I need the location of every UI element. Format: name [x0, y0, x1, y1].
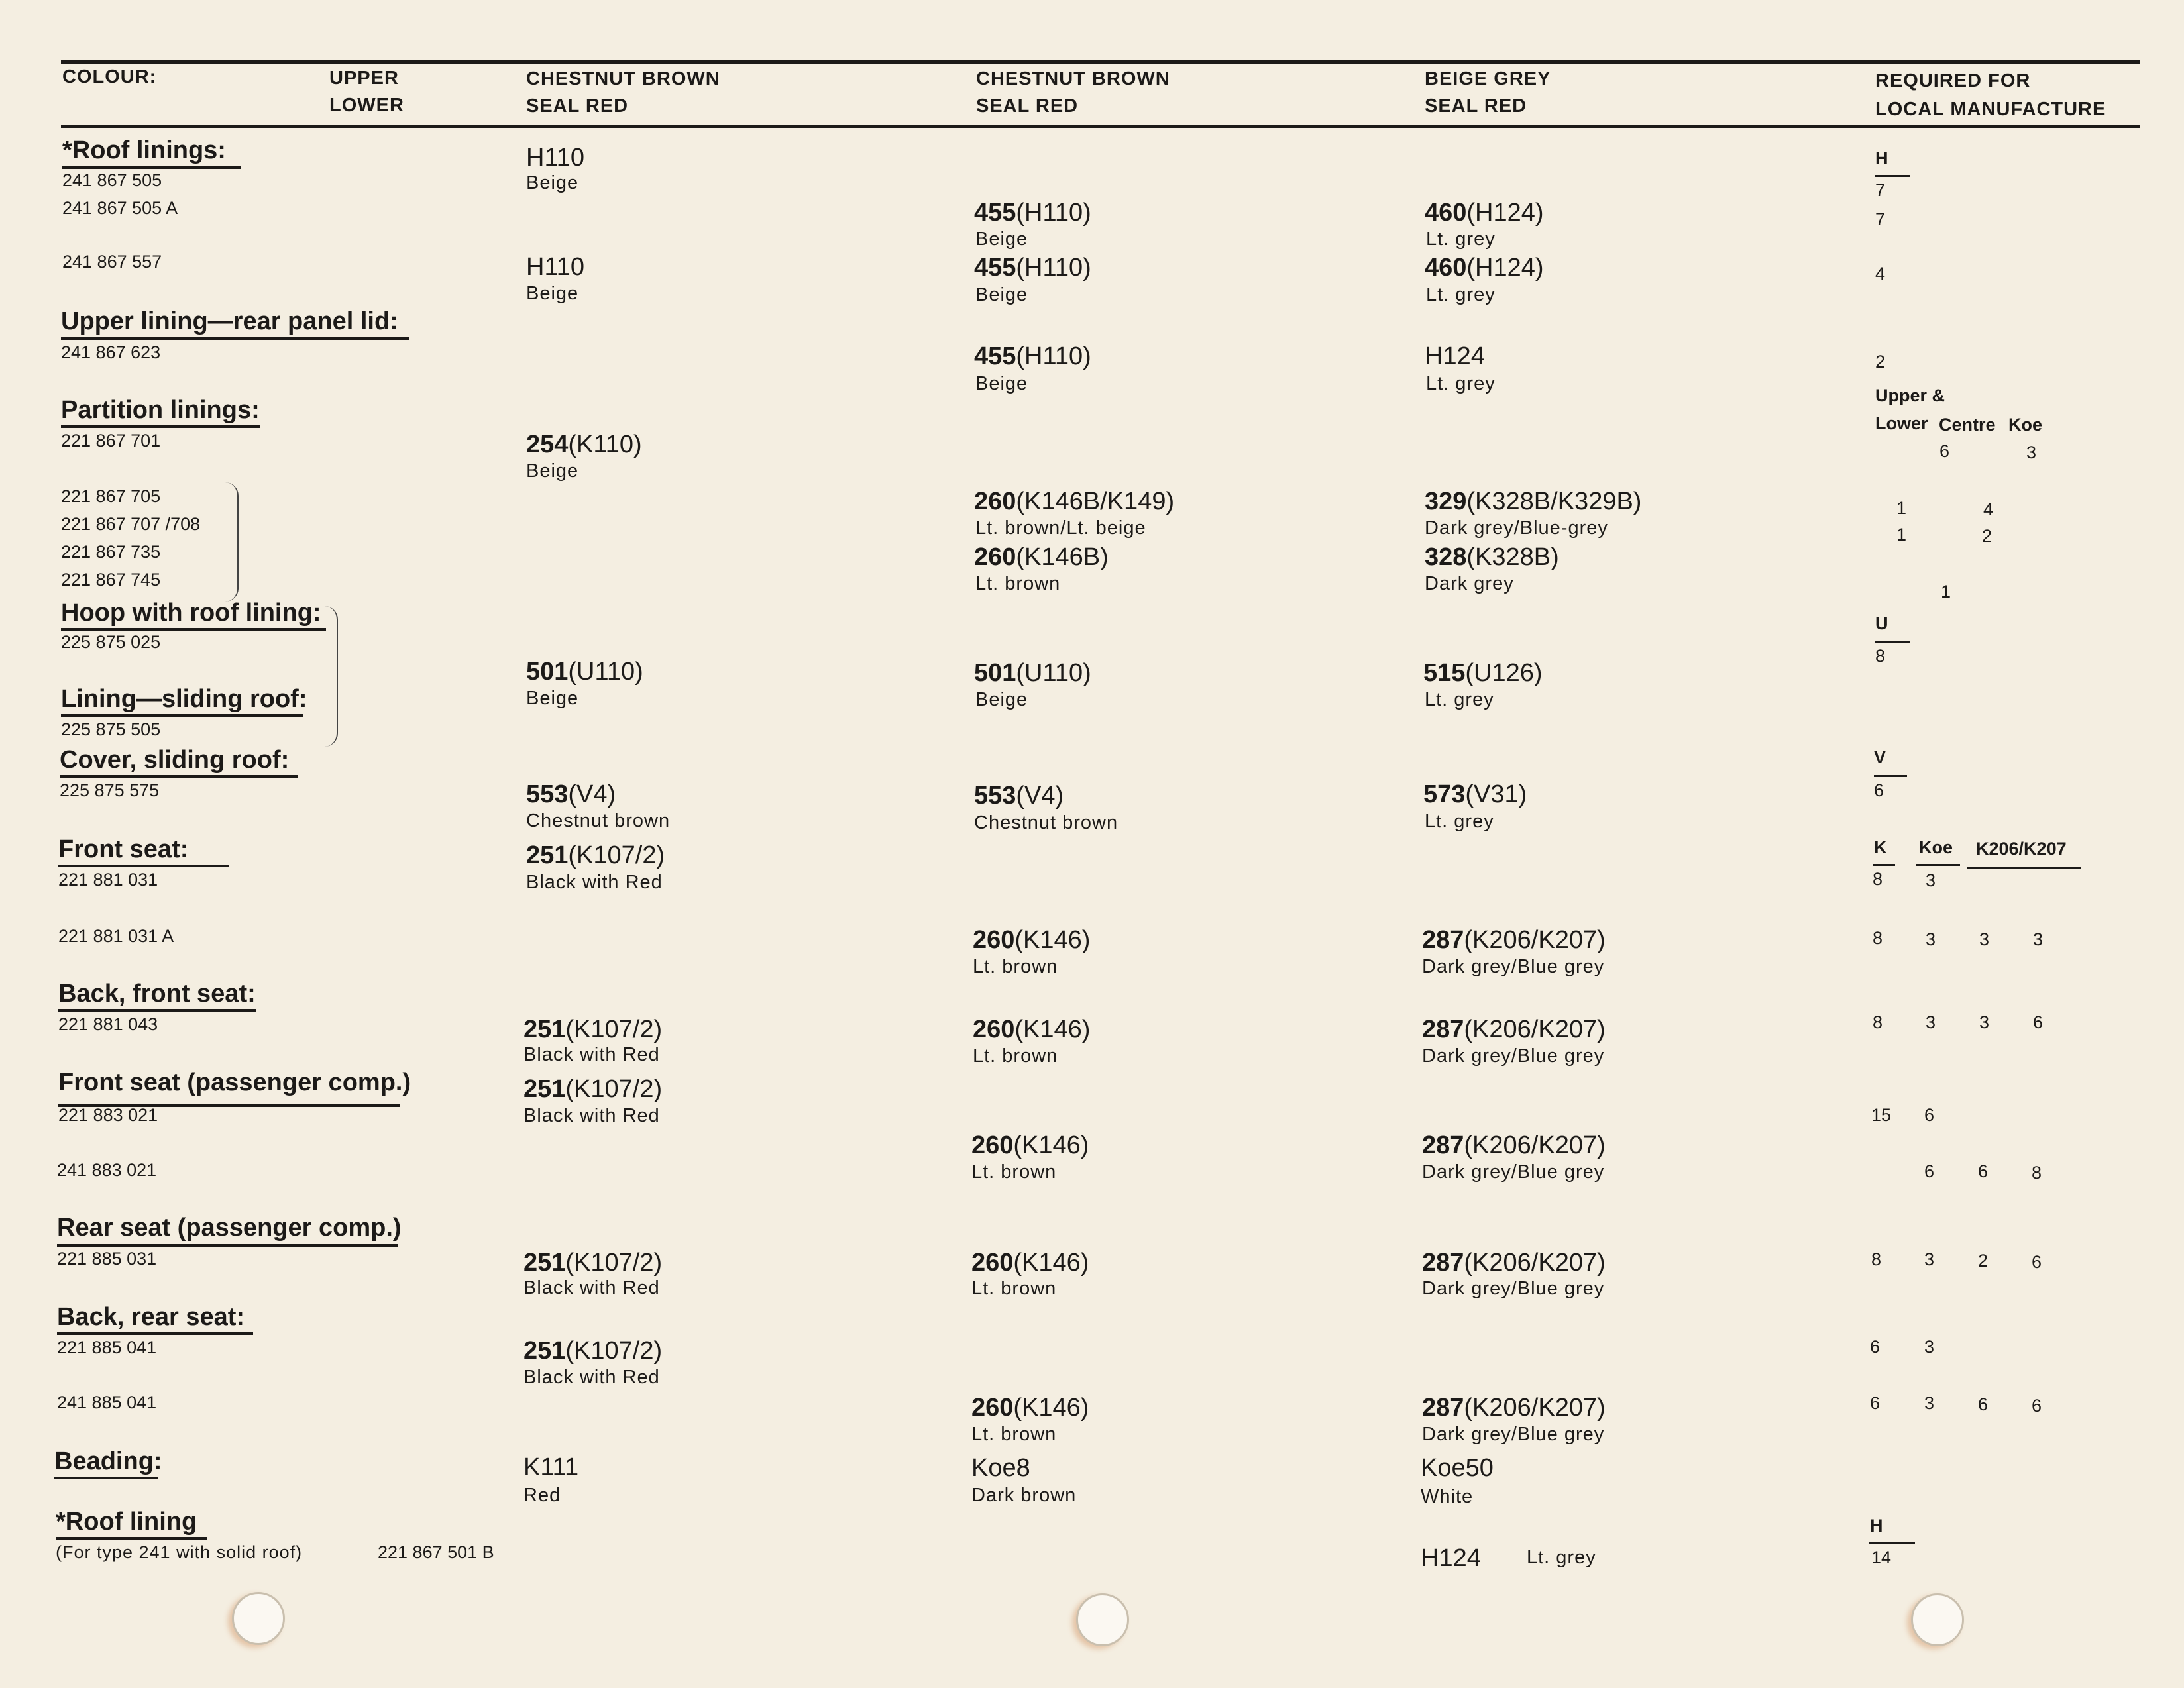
colour-code: [974, 200, 1091, 225]
qty: 8: [1873, 869, 1883, 889]
underline: [61, 425, 260, 428]
underline: [1873, 864, 1895, 866]
colour-code: [974, 783, 1064, 808]
qty: 6: [1874, 780, 1884, 800]
section-front-seat: Front seat:: [58, 835, 189, 863]
underline: [1875, 175, 1910, 177]
colour-number: 573: [1423, 780, 1466, 808]
qty: 3: [1926, 870, 1936, 890]
section-roof-lining-solid: *Roof lining: [56, 1508, 197, 1536]
underline: [54, 1477, 158, 1479]
colour-ref: (K107/2): [565, 1016, 663, 1043]
colour-code: [974, 255, 1091, 280]
qty: 8: [1871, 1249, 1882, 1269]
colour-number: 328: [1425, 543, 1467, 571]
colour-number: 260: [974, 543, 1016, 571]
header-col2-upper: CHESTNUT BROWN: [976, 68, 1170, 89]
colour-number: 251: [526, 841, 569, 869]
colour-ref: (V31): [1465, 780, 1527, 808]
colour-number: 260: [971, 1249, 1014, 1277]
colour-ref: (U110): [568, 658, 643, 686]
underline: [62, 166, 241, 169]
qty: 1: [1896, 525, 1907, 545]
section-cover-sliding-roof: Cover, sliding roof:: [60, 746, 290, 774]
colour-name: Beige: [975, 373, 1028, 394]
colour-name: Dark brown: [971, 1485, 1077, 1506]
colour-ref: (H110): [1016, 254, 1091, 282]
binder-hole: [1076, 1593, 1129, 1646]
underline: [1875, 641, 1910, 643]
part-number: 241 867 557: [62, 252, 162, 272]
underline: [56, 1537, 207, 1540]
part-number: 241 867 505 A: [62, 198, 178, 218]
colour-code: [974, 545, 1109, 570]
colour-ref: (U110): [1016, 659, 1091, 687]
colour-name: Dark grey/Blue-grey: [1425, 517, 1608, 539]
colour-ref: (K146): [1013, 1249, 1089, 1277]
qty: 8: [1875, 646, 1886, 666]
colour-code: H124: [1421, 1544, 1481, 1572]
colour-name: Chestnut brown: [974, 812, 1119, 833]
colour-code: [526, 659, 643, 684]
section-roof-linings: *Roof linings:: [62, 136, 226, 164]
colour-number: 501: [526, 658, 569, 686]
header-lower: LOWER: [329, 95, 404, 116]
colour-name: Beige: [975, 229, 1028, 250]
underline: [58, 1009, 256, 1012]
colour-ref: (K146): [1013, 1132, 1089, 1159]
colour-name: White: [1421, 1486, 1474, 1507]
top-rule: [61, 60, 2140, 64]
colour-name: Black with Red: [523, 1367, 660, 1388]
colour-code: [523, 1017, 662, 1042]
qty: 4: [1983, 500, 1994, 519]
colour-ref: (K107/2): [565, 1337, 663, 1365]
colour-number: 501: [974, 659, 1016, 687]
part-number: 221 885 041: [57, 1338, 157, 1357]
colour-number: 455: [974, 343, 1016, 370]
colour-code: [974, 660, 1091, 686]
qty-header: V: [1874, 747, 1886, 767]
colour-code: [526, 843, 665, 868]
underline: [60, 775, 298, 778]
colour-number: 455: [974, 199, 1016, 227]
qty: 1: [1896, 498, 1907, 518]
colour-code: [523, 1250, 662, 1275]
colour-ref: (K328B): [1466, 543, 1559, 571]
qty: 6: [1870, 1337, 1881, 1357]
colour-number: 251: [523, 1249, 566, 1277]
header-upper: UPPER: [329, 68, 399, 89]
colour-code: [1425, 255, 1544, 280]
part-number: 221 881 031 A: [58, 926, 174, 946]
colour-name: Black with Red: [523, 1044, 660, 1065]
qty: 2: [1982, 526, 1993, 546]
part-number: 221 867 735: [61, 542, 161, 562]
part-number: 241 883 021: [57, 1160, 157, 1180]
colour-ref: (K110): [568, 431, 642, 458]
colour-ref: (H124): [1466, 199, 1544, 227]
header-col2-lower: SEAL RED: [976, 95, 1079, 117]
qty-header: Upper &: [1875, 386, 1945, 405]
qty-header: K: [1874, 837, 1887, 857]
colour-code: [971, 1250, 1089, 1275]
colour-ref: (K146B/K149): [1016, 488, 1175, 515]
brace: [318, 606, 338, 747]
colour-number: 260: [971, 1132, 1014, 1159]
part-number: 221 867 745: [61, 570, 161, 590]
qty-header: Centre: [1939, 415, 1996, 435]
qty: 6: [2032, 1396, 2042, 1416]
colour-number: 460: [1425, 199, 1467, 227]
colour-name: Beige: [526, 460, 579, 482]
colour-name: Lt. brown: [973, 956, 1058, 977]
colour-number: 460: [1425, 254, 1467, 282]
colour-ref: (K328B/K329B): [1466, 488, 1642, 515]
colour-number: 251: [523, 1016, 566, 1043]
colour-name: Dark grey/Blue grey: [1422, 956, 1605, 977]
section-hoop: Hoop with roof lining:: [61, 599, 321, 627]
colour-name: Dark grey/Blue grey: [1422, 1278, 1605, 1299]
colour-number: 287: [1422, 1249, 1464, 1277]
colour-code: [973, 1017, 1090, 1042]
section-lining-sliding-roof: Lining—sliding roof:: [61, 685, 307, 713]
part-number: 225 875 025: [61, 632, 161, 652]
section-partition-linings: Partition linings:: [61, 396, 260, 424]
colour-code: [1422, 1395, 1606, 1420]
part-number: 221 867 707 /708: [61, 514, 201, 534]
colour-ref: (H124): [1466, 254, 1544, 282]
colour-ref: (K107/2): [565, 1249, 663, 1277]
colour-number: 553: [974, 782, 1016, 810]
colour-code: [1423, 782, 1527, 807]
colour-name: Lt. brown: [971, 1424, 1057, 1445]
colour-number: 251: [523, 1337, 566, 1365]
colour-number: 260: [973, 1016, 1015, 1043]
qty: 3: [1924, 1337, 1935, 1357]
colour-ref: (K107/2): [565, 1075, 663, 1103]
colour-code: [1423, 660, 1543, 686]
brace: [224, 482, 239, 602]
header-col3-upper: BEIGE GREY: [1425, 68, 1551, 89]
colour-number: 287: [1422, 926, 1464, 954]
part-number: 225 875 505: [61, 719, 161, 739]
section-rear-seat-passenger: Rear seat (passenger comp.): [57, 1214, 402, 1241]
colour-number: 287: [1422, 1132, 1464, 1159]
qty: 1: [1941, 582, 1951, 602]
colour-code: Koe50: [1421, 1454, 1494, 1482]
part-number: 225 875 575: [60, 780, 160, 800]
qty: 3: [1979, 1012, 1990, 1032]
colour-code: [1425, 489, 1641, 514]
underline: [58, 865, 229, 867]
qty: 2: [1978, 1251, 1989, 1271]
header-rule: [61, 125, 2140, 128]
section-front-seat-passenger: Front seat (passenger comp.): [58, 1069, 411, 1096]
qty: 4: [1875, 264, 1886, 284]
qty: 3: [1926, 1012, 1936, 1032]
colour-name: Beige: [975, 689, 1028, 710]
colour-number: 260: [973, 926, 1015, 954]
qty-header: K206/K207: [1976, 839, 2067, 859]
part-number: 241 885 041: [57, 1393, 157, 1412]
qty: 14: [1871, 1548, 1892, 1567]
part-number: 241 867 505: [62, 170, 162, 190]
colour-number: 329: [1425, 488, 1467, 515]
colour-code: [1422, 1250, 1606, 1275]
colour-name: Lt. grey: [1426, 229, 1496, 250]
part-number: 221 885 031: [57, 1249, 157, 1269]
colour-ref: (K206/K207): [1464, 1132, 1606, 1159]
colour-name: Lt. brown: [971, 1161, 1057, 1183]
qty: 3: [2026, 443, 2037, 462]
part-number: 241 867 623: [61, 343, 161, 362]
header-col4-upper: REQUIRED FOR: [1875, 70, 2031, 91]
underline: [57, 1332, 253, 1335]
colour-name: Lt. brown/Lt. beige: [975, 517, 1146, 539]
colour-ref: (K146B): [1016, 543, 1109, 571]
colour-name: Chestnut brown: [526, 810, 671, 831]
qty: 8: [2032, 1163, 2042, 1183]
qty: 6: [1924, 1161, 1935, 1181]
colour-name: Dark grey/Blue grey: [1422, 1045, 1605, 1067]
qty: 6: [1978, 1395, 1989, 1414]
underline: [1869, 1542, 1915, 1544]
qty: 8: [1873, 928, 1883, 948]
header-col3-lower: SEAL RED: [1425, 95, 1527, 117]
colour-name: Lt. grey: [1426, 373, 1496, 394]
qty-header: H: [1875, 148, 1888, 168]
header-col1-lower: SEAL RED: [526, 95, 629, 117]
qty: 15: [1871, 1105, 1892, 1125]
part-number: 221 881 031: [58, 870, 158, 890]
qty: 6: [1939, 441, 1950, 461]
section-back-rear-seat: Back, rear seat:: [57, 1303, 245, 1331]
underline: [61, 628, 326, 631]
roof-lining-note: (For type 241 with solid roof): [56, 1542, 303, 1562]
underline: [61, 714, 303, 717]
colour-number: 251: [523, 1075, 566, 1103]
colour-number: 515: [1423, 659, 1466, 687]
colour-number: 287: [1422, 1394, 1464, 1422]
qty-header: Lower: [1875, 413, 1928, 433]
colour-name: Red: [523, 1485, 561, 1506]
colour-code: [1425, 545, 1559, 570]
colour-ref: (H110): [1016, 343, 1091, 370]
colour-ref: (K206/K207): [1464, 926, 1606, 954]
colour-name: Beige: [526, 172, 579, 193]
colour-ref: (K146): [1014, 926, 1091, 954]
colour-code: [1425, 200, 1544, 225]
colour-ref: (K146): [1013, 1394, 1089, 1422]
qty-header: Koe: [2008, 415, 2043, 435]
underline: [57, 1244, 398, 1247]
colour-code: [971, 1395, 1089, 1420]
binder-hole: [1911, 1593, 1964, 1646]
colour-code: [526, 782, 616, 807]
colour-name: Lt. brown: [973, 1045, 1058, 1067]
qty: 7: [1875, 209, 1886, 229]
qty-header: H: [1870, 1516, 1883, 1536]
colour-number: 260: [974, 488, 1016, 515]
qty: 8: [1873, 1012, 1883, 1032]
colour-code: [974, 489, 1174, 514]
header-colour: COLOUR:: [62, 66, 157, 87]
binder-hole: [232, 1592, 285, 1645]
colour-name: Lt. brown: [971, 1278, 1057, 1299]
qty: 3: [1979, 929, 1990, 949]
header-col4-lower: LOCAL MANUFACTURE: [1875, 99, 2106, 120]
qty: 2: [1875, 352, 1886, 372]
underline: [1874, 775, 1907, 777]
colour-number: 455: [974, 254, 1016, 282]
colour-code: [1422, 1133, 1606, 1158]
colour-name: Lt. grey: [1527, 1547, 1596, 1568]
colour-name: Black with Red: [526, 872, 663, 893]
colour-number: 254: [526, 431, 569, 458]
qty: 6: [1870, 1393, 1881, 1413]
colour-name: Lt. grey: [1425, 689, 1494, 710]
section-upper-lining: Upper lining—rear panel lid:: [61, 307, 398, 335]
colour-number: 260: [971, 1394, 1014, 1422]
colour-code: [971, 1133, 1089, 1158]
part-number: 221 867 705: [61, 486, 161, 506]
colour-ref: (K206/K207): [1464, 1394, 1606, 1422]
colour-code: H124: [1425, 343, 1485, 370]
colour-code: [974, 344, 1091, 369]
colour-ref: (K206/K207): [1464, 1016, 1606, 1043]
colour-name: Black with Red: [523, 1105, 660, 1126]
colour-code: [1422, 1017, 1606, 1042]
underline: [1916, 864, 1960, 866]
qty: 3: [1924, 1393, 1935, 1413]
colour-name: Dark grey/Blue grey: [1422, 1424, 1605, 1445]
qty-header: Koe: [1919, 837, 1953, 857]
qty-header: U: [1875, 613, 1888, 633]
colour-ref: (V4): [1016, 782, 1064, 810]
qty: 6: [1978, 1161, 1989, 1181]
colour-name: Beige: [526, 688, 579, 709]
colour-name: Lt. grey: [1425, 811, 1494, 832]
colour-code: H110: [526, 144, 585, 172]
colour-code: K111: [523, 1453, 579, 1481]
colour-name: Beige: [526, 283, 579, 304]
colour-ref: (K146): [1014, 1016, 1091, 1043]
colour-code: [1422, 927, 1606, 953]
qty: 3: [2033, 929, 2044, 949]
colour-code: [523, 1338, 662, 1363]
colour-ref: (U126): [1465, 659, 1543, 687]
colour-name: Beige: [975, 284, 1028, 305]
qty: 6: [1924, 1105, 1935, 1125]
colour-ref: (H110): [1016, 199, 1091, 227]
colour-code: [526, 432, 642, 457]
part-number: 221 867 501 B: [378, 1542, 494, 1562]
colour-name: Lt. grey: [1426, 284, 1496, 305]
colour-ref: (V4): [568, 780, 616, 808]
colour-name: Lt. brown: [975, 573, 1061, 594]
qty: 6: [2033, 1012, 2044, 1032]
section-back-front-seat: Back, front seat:: [58, 980, 256, 1008]
underline: [1967, 867, 2081, 869]
part-number: 221 883 021: [58, 1105, 158, 1125]
part-number: 221 881 043: [58, 1014, 158, 1034]
qty: 3: [1924, 1249, 1935, 1269]
colour-number: 287: [1422, 1016, 1464, 1043]
colour-code: H110: [526, 253, 585, 281]
colour-number: 553: [526, 780, 569, 808]
colour-ref: (K206/K207): [1464, 1249, 1606, 1277]
qty: 7: [1875, 180, 1886, 200]
colour-ref: (K107/2): [568, 841, 665, 869]
section-beading: Beading:: [54, 1448, 162, 1475]
colour-name: Black with Red: [523, 1277, 660, 1298]
colour-name: Dark grey: [1425, 573, 1514, 594]
qty: 3: [1926, 929, 1936, 949]
header-col1-upper: CHESTNUT BROWN: [526, 68, 720, 89]
part-number: 221 867 701: [61, 431, 161, 450]
underline: [61, 337, 409, 340]
qty: 6: [2032, 1252, 2042, 1272]
colour-code: [973, 927, 1090, 953]
colour-code: [523, 1077, 662, 1102]
colour-name: Dark grey/Blue grey: [1422, 1161, 1605, 1183]
colour-code: Koe8: [971, 1454, 1030, 1482]
